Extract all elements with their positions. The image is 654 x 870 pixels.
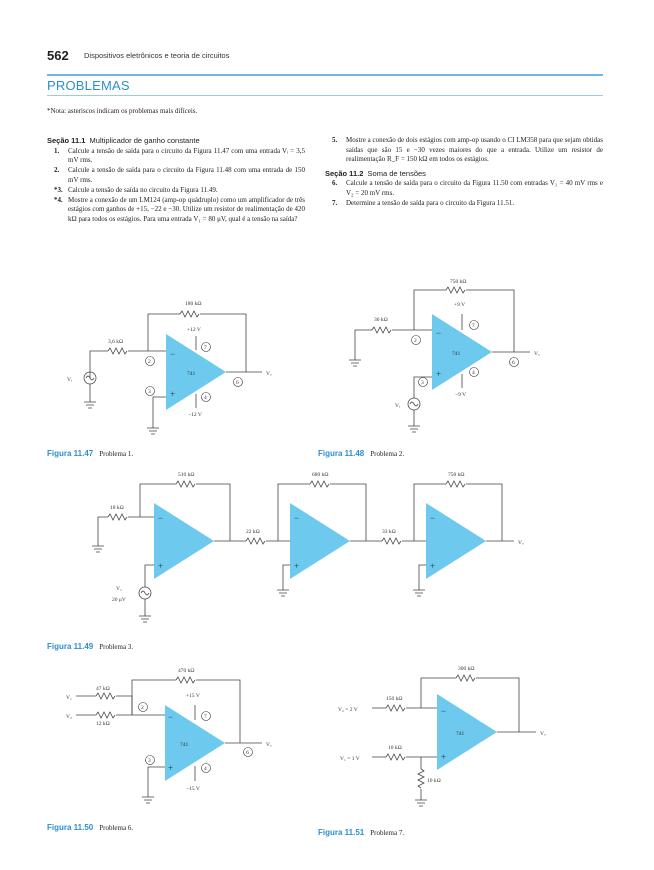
svg-text:−: − bbox=[158, 513, 164, 523]
v1-label: V₁ = 1 V bbox=[340, 756, 360, 762]
svg-text:+: + bbox=[168, 763, 174, 773]
vneg-label: −9 V bbox=[455, 392, 467, 398]
vin-label: Vᵢ bbox=[67, 377, 72, 383]
figure-11-50-circuit bbox=[66, 668, 272, 803]
problem-2: 2. Calcule a tensão de saída para o circuito da Figura 11.48 com uma entrada de 150 mV rms. bbox=[54, 166, 305, 184]
resistor-rin bbox=[108, 348, 127, 354]
resistor-r3 bbox=[418, 769, 424, 788]
caption-figure-11-49: Figura 11.49 Problema 3. bbox=[47, 642, 134, 651]
svg-text:+: + bbox=[294, 561, 300, 571]
minus-sign: − bbox=[170, 349, 176, 359]
pin-4: 4 bbox=[204, 395, 207, 401]
problem-3: *3. Calcule a tensão de saída no circuito da Figura 11.49. bbox=[54, 185, 218, 194]
figure-11-48-circuit bbox=[349, 279, 540, 432]
vpos-label: +12 V bbox=[187, 327, 201, 333]
caption-figure-11-51: Figura 11.51 Problema 7. bbox=[318, 828, 405, 837]
r2-label: 10 kΩ bbox=[388, 745, 402, 751]
v2-label: V₂ = 2 V bbox=[338, 707, 358, 713]
plus-sign: + bbox=[170, 389, 176, 399]
opamp-label: 741 bbox=[180, 742, 189, 748]
pin-3: 3 bbox=[148, 389, 151, 395]
v2-label: V₂ bbox=[66, 714, 72, 720]
pin-7: 7 bbox=[204, 345, 207, 351]
pin-3: 3 bbox=[148, 758, 151, 764]
note: *Nota: asteriscos indicam os problemas mais difíceis. bbox=[47, 107, 198, 115]
resistor-r1 bbox=[386, 705, 405, 711]
resistor-rf bbox=[176, 677, 195, 683]
svg-text:−: − bbox=[430, 513, 436, 523]
vpos-label: +15 V bbox=[186, 693, 200, 699]
vpos-label: +9 V bbox=[454, 302, 466, 308]
pin-4: 4 bbox=[204, 766, 207, 772]
problem-4: *4. Mostre a conexão de um LM124 (amp-op quádruplo) como um amplificador de três estágios com ganhos de +15, −22 e −30. Utilize um resistor de realimentação de 420 kΩ para todos os estágios. Para uma entrada V₁ = 80 μV, qual é a tensão na saída? bbox=[54, 195, 305, 223]
resistor-rf1 bbox=[176, 481, 195, 487]
rf-label: 300 kΩ bbox=[458, 666, 475, 672]
section-heading-11-2: Seção 11.2 Soma de tensões bbox=[325, 168, 426, 178]
pin-2: 2 bbox=[414, 338, 417, 344]
vout-label: Vₒ bbox=[534, 351, 540, 357]
resistor-rin3 bbox=[382, 538, 401, 544]
pin-6: 6 bbox=[236, 380, 239, 386]
rf-label: 470 kΩ bbox=[178, 668, 195, 674]
plus-sign: + bbox=[436, 369, 442, 379]
rin-label: 3,6 kΩ bbox=[108, 339, 124, 345]
vin-name-label: V₁ bbox=[116, 586, 122, 592]
r2-label: 12 kΩ bbox=[96, 721, 110, 727]
resistor-rf2 bbox=[310, 481, 329, 487]
svg-text:−: − bbox=[441, 706, 447, 716]
vneg-label: −12 V bbox=[188, 412, 202, 418]
caption-figure-11-50: Figura 11.50 Problema 6. bbox=[47, 823, 134, 832]
r1-label: 150 kΩ bbox=[386, 696, 403, 702]
resistor-r2 bbox=[96, 712, 115, 718]
resistor-rin1 bbox=[108, 514, 127, 520]
section-title: PROBLEMAS bbox=[47, 78, 130, 93]
figure-11-51-circuit bbox=[338, 666, 546, 806]
rf3-label: 750 kΩ bbox=[448, 472, 465, 478]
rf2-label: 680 kΩ bbox=[312, 472, 329, 478]
vout-label: Vₒ bbox=[266, 371, 272, 377]
svg-text:+: + bbox=[158, 561, 164, 571]
caption-figure-11-47: Figura 11.47 Problema 1. bbox=[47, 449, 134, 458]
vout-label: Vₒ bbox=[266, 742, 272, 748]
figure-11-49-circuit bbox=[92, 472, 524, 622]
pin-6: 6 bbox=[512, 360, 515, 366]
pin-7: 7 bbox=[472, 323, 475, 329]
resistor-rin bbox=[372, 327, 391, 333]
opamp-label: 741 bbox=[187, 371, 196, 377]
vneg-label: −15 V bbox=[186, 786, 200, 792]
svg-text:+: + bbox=[441, 752, 447, 762]
problem-7: 7. Determine a tensão de saída para o circuito da Figura 11.51. bbox=[332, 198, 515, 207]
resistor-rf bbox=[446, 287, 465, 293]
r3-label: 10 kΩ bbox=[427, 778, 441, 784]
figure-11-47-circuit bbox=[67, 301, 272, 434]
svg-text:−: − bbox=[168, 712, 174, 722]
v1-label: V₁ bbox=[66, 695, 72, 701]
resistor-rin2 bbox=[246, 538, 265, 544]
resistor-r2 bbox=[386, 754, 405, 760]
caption-figure-11-48: Figura 11.48 Problema 2. bbox=[318, 449, 405, 458]
resistor-rf bbox=[180, 311, 199, 317]
minus-sign: − bbox=[436, 328, 442, 338]
rin2-label: 22 kΩ bbox=[246, 529, 260, 535]
opamp-label: 741 bbox=[452, 351, 461, 357]
page-number: 562 bbox=[47, 48, 69, 63]
pin-4: 4 bbox=[472, 370, 475, 376]
vin-label: Vᵢ bbox=[395, 403, 400, 409]
resistor-r1 bbox=[96, 693, 115, 699]
r1-label: 47 kΩ bbox=[96, 686, 110, 692]
pin-6: 6 bbox=[246, 750, 249, 756]
rf1-label: 510 kΩ bbox=[178, 472, 195, 478]
opamp-label: 741 bbox=[456, 731, 465, 737]
svg-text:+: + bbox=[430, 561, 436, 571]
rin3-label: 33 kΩ bbox=[382, 529, 396, 535]
pin-2: 2 bbox=[141, 705, 144, 711]
problem-1: 1. Calcule a tensão de saída para o circuito da Figura 11.47 com uma entrada Vᵢ = 3,5 mV rms. bbox=[54, 146, 305, 164]
resistor-rf bbox=[456, 675, 475, 681]
pin-7: 7 bbox=[204, 714, 207, 720]
rin-label: 36 kΩ bbox=[374, 317, 388, 323]
pin-3: 3 bbox=[421, 380, 424, 386]
vout-label: Vₒ bbox=[540, 731, 546, 737]
vin-value-label: 20 μV bbox=[112, 597, 126, 603]
svg-text:−: − bbox=[294, 513, 300, 523]
rf-label: 180 kΩ bbox=[185, 301, 202, 307]
running-head: Dispositivos eletrônicos e teoria de circuitos bbox=[84, 51, 230, 60]
vout-label: Vₒ bbox=[518, 540, 524, 546]
rf-label: 750 kΩ bbox=[450, 279, 467, 285]
resistor-rf3 bbox=[446, 481, 465, 487]
rin1-label: 18 kΩ bbox=[110, 505, 124, 511]
problem-6: 6. Calcule a tensão de saída para o circuito da Figura 11.50 com entradas V₁ = 40 mV rms e V₂ = 20 mV rms. bbox=[332, 179, 603, 197]
section-heading-11-1: Seção 11.1 Multiplicador de ganho constante bbox=[47, 136, 200, 145]
problem-5: 5. Mostre a conexão de dois estágios com amp-op usando o CI LM358 para que sejam obtidas saídas que são 15 e −30 vezes maiores do que a entrada. Utilize um resistor de realimentação R_F = 150 kΩ em todos os estágios. bbox=[332, 136, 603, 163]
pin-2: 2 bbox=[148, 359, 151, 365]
